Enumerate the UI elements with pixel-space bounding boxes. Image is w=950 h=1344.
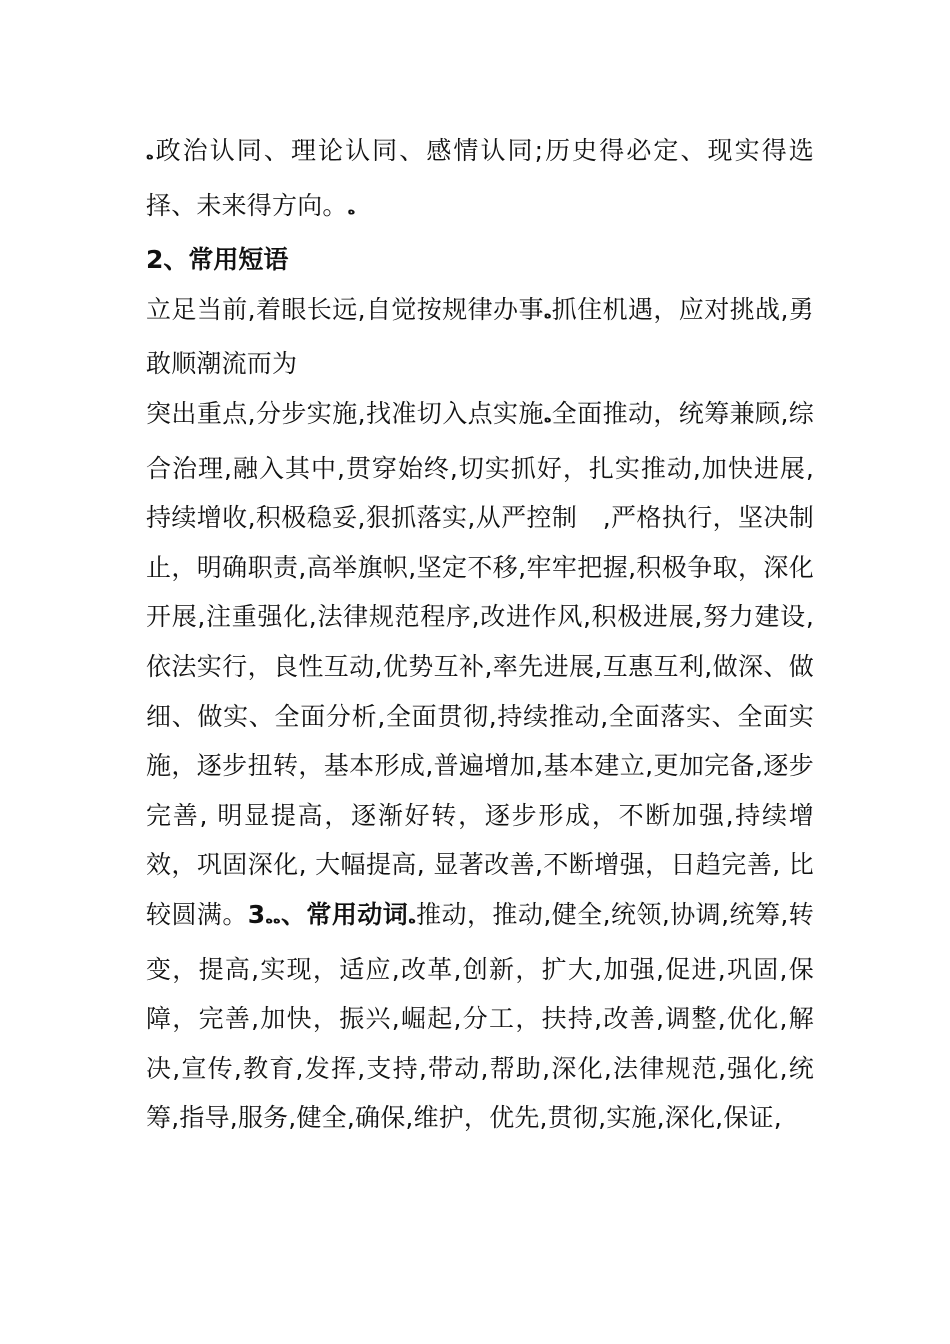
section3-mark: ە	[408, 911, 416, 927]
phrases-line2: 突出重点,分步实施,找准切入点实施	[146, 398, 544, 428]
phrases-body: 全面推动，统筹兼顾,综合治理,融入其中,贯穿始终,切实抓好，扎实推动,加快进展,持续增收,积极稳妥,狠抓落实,从严控制 ,严格执行，坚决制止，明确职责,高举旗帜,坚定不移,牢牢把握,积极争取，深化开展,注重强化,法律规范程序,改进作风,积极进展,努力建设,依法实行，良性互动,优势互补,率先进展,互惠互利,做深、做细、做实、全面分析,全面贯彻,持续推动,全面落实、全面实施，逐步扭转，基本形成,普遍增加,基本建立,更加完备,逐步完善, 明显提高，逐渐好转，逐步形成，不断加强,持续增效，巩固深化, 大幅提高, 显著改善,不断增强，日趋完善, 比较圆满。	[146, 398, 814, 929]
phrases-paragraph-2	[146, 389, 814, 1143]
verbs-text: 推动，推动,健全,统领,协调,统筹,转变，提高,实现，适应,改革,创新，扩大,加强,促进,巩固,保障，完善,加快，振兴,崛起,分工，扶持,改善,调整,优化,解决,宣传,教育,发挥,支持,带动,帮助,深化,法律规范,强化,统筹,指导,服务,健全,确保,维护，优先,贯彻,实施,深化,保证,	[146, 899, 814, 1133]
phrases-line1b: 抓住机遇，应对挑战,勇敢顺潮流而为	[146, 294, 814, 379]
document-page	[146, 126, 814, 1143]
intro-text: 政治认同、理论认同、感情认同;历史得必定、现实得选择、未来得方向。	[146, 136, 814, 220]
phrases-mark1: ە	[543, 306, 552, 322]
section2-heading: 2、常用短语	[146, 245, 289, 275]
section3-marks: ەە	[265, 911, 281, 927]
phrases-mark2: ە	[543, 410, 552, 426]
intro-mark-end: ە	[347, 202, 356, 218]
intro-mark-start: ە	[146, 148, 154, 163]
section3-number: 3	[247, 899, 266, 929]
section3-heading: 、常用动词	[280, 899, 409, 929]
intro-paragraph	[146, 126, 814, 235]
phrases-paragraph-1	[146, 285, 814, 389]
phrases-line1: 立足当前,着眼长远,自觉按规律办事	[146, 294, 544, 324]
